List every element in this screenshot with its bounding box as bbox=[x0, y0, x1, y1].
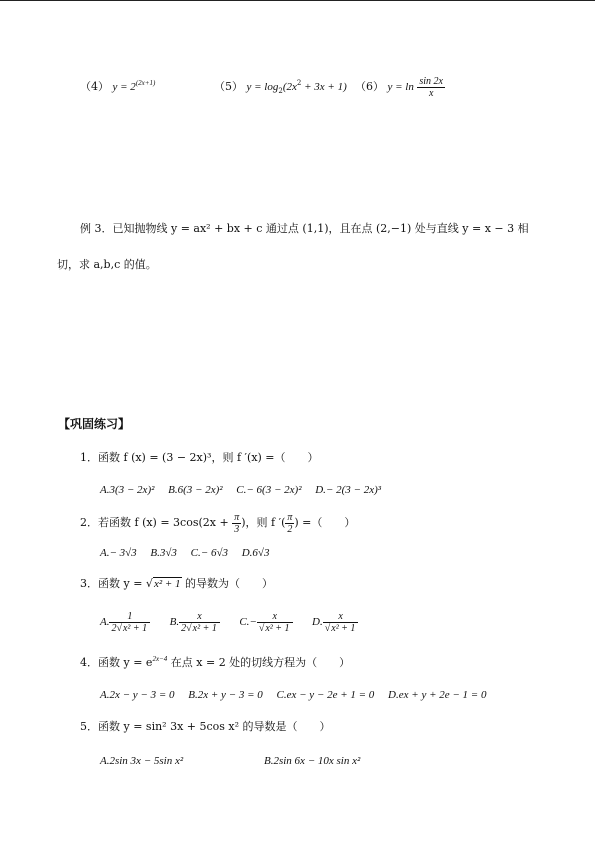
exercise-3-option-c-frac: $\frac{x}{\text{√x² + 1}}$ bbox=[257, 611, 293, 634]
exercise-2-frac-1 bbox=[232, 512, 241, 535]
exercise-4-stem bbox=[80, 656, 350, 670]
problem-6-denominator: x bbox=[428, 87, 434, 99]
exercise-3-option-b-num: x bbox=[179, 611, 220, 623]
section-title: 【巩固练习】 bbox=[58, 417, 131, 431]
problem-6-fraction bbox=[417, 76, 445, 99]
exercise-2-options: A.− 3√3 B.3√3 C.− 6√3 D.6√3 bbox=[100, 547, 270, 559]
exercise-3-stem-a: 3．函数 y = bbox=[80, 577, 146, 590]
exercise-3-option-a-num: 1 bbox=[109, 611, 150, 623]
exercise-2-frac-2-num: π bbox=[287, 511, 293, 523]
exercise-3-option-a-label: A. bbox=[100, 616, 110, 628]
exercise-3-option-a-frac: $\frac{1}{\text{2√x² + 1}}$ bbox=[109, 611, 150, 634]
problem-5-expr-b: (2x bbox=[282, 81, 297, 93]
exercise-5-stem: 5．函数 y = sin² 3x + 5cos x² 的导数是（ ） bbox=[80, 720, 331, 733]
problem-4-exponent: (2x+1) bbox=[135, 79, 156, 87]
exercise-3-option-d-label: D. bbox=[312, 616, 323, 628]
exercise-3-option-c bbox=[239, 610, 295, 634]
exercise-3-option-d bbox=[312, 610, 358, 634]
problem-6-label: （6） bbox=[355, 80, 384, 93]
problem-4-expr: y = 2 bbox=[112, 81, 136, 93]
exercise-3-option-b bbox=[169, 610, 223, 634]
exercise-2-frac-2-den: 2 bbox=[287, 523, 293, 535]
exercise-3-option-d-num: x bbox=[323, 611, 359, 623]
exercise-5-option-b: B.2sin 6x − 10x sin x² bbox=[264, 755, 361, 767]
exercise-3-option-b-den-coef: 2 bbox=[181, 622, 187, 634]
problem-4-label: （4） bbox=[80, 80, 109, 93]
exercise-3-stem: 3．函数 y = √x² + 1 的导数为（ ） bbox=[80, 577, 274, 590]
exercise-3-option-a bbox=[100, 610, 153, 634]
exercise-4-stem-b: 在点 x = 2 处的切线方程为（ ） bbox=[167, 656, 351, 669]
exercise-2-frac-1-num: π bbox=[234, 511, 240, 523]
exercise-3-radicand: x² + 1 bbox=[153, 578, 181, 590]
exercise-2-frac-1-den: 3 bbox=[234, 523, 240, 535]
problem-6-expr: y = ln bbox=[387, 81, 414, 93]
example-3-line-2: 切，求 a,b,c 的值。 bbox=[57, 258, 157, 271]
problem-5-exponent: 2 bbox=[296, 79, 302, 87]
exercise-5-option-a: A.2sin 3x − 5sin x² bbox=[100, 755, 184, 767]
problem-5-label: （5） bbox=[214, 80, 243, 93]
exercise-3-option-c-den-rad: x² + 1 bbox=[265, 622, 290, 634]
exercise-1-stem: 1．函数 f (x) = (3 − 2x)³，则 f ′(x) =（ ） bbox=[80, 451, 319, 464]
exercise-2-stem bbox=[80, 510, 355, 536]
exercise-3-option-d-frac: $\frac{x}{\text{√x² + 1}}$ bbox=[323, 611, 359, 634]
exercise-3-option-b-frac: $\frac{x}{\text{2√x² + 1}}$ bbox=[179, 611, 220, 634]
problem-6 bbox=[355, 74, 445, 100]
exercise-3-option-a-den-coef: 2 bbox=[111, 622, 117, 634]
problem-6-numerator: sin 2x bbox=[419, 75, 443, 87]
problem-5-log-base: 2 bbox=[278, 87, 283, 95]
exercise-3-stem-b: 的导数为（ ） bbox=[181, 577, 274, 590]
exercise-2-stem-a: 2．若函数 f (x) = 3cos(2x + bbox=[80, 516, 233, 529]
problem-5 bbox=[214, 80, 347, 94]
top-rule bbox=[0, 0, 595, 1]
problem-5-expr-a: y = log bbox=[246, 81, 279, 93]
exercise-1-options: A.3(3 − 2x)² B.6(3 − 2x)² C.− 6(3 − 2x)² D.− 2(3 − 2x)³ bbox=[100, 484, 382, 496]
exercise-2-stem-b: )，则 f ′( bbox=[241, 516, 286, 529]
exercise-3-option-d-den-rad: x² + 1 bbox=[331, 622, 356, 634]
problem-5-expr-c: + 3x + 1) bbox=[301, 81, 347, 93]
exercise-4-stem-a: 4．函数 y = e bbox=[80, 656, 153, 669]
exercise-4-options: A.2x − y − 3 = 0 B.2x + y − 3 = 0 C.ex − y − 2e + 1 = 0 D.ex + y + 2e − 1 = 0 bbox=[100, 689, 487, 701]
exercise-3-options bbox=[100, 607, 358, 637]
exercise-3-option-b-den-rad: x² + 1 bbox=[192, 622, 217, 634]
example-3-line-1: 例 3．已知抛物线 y = ax² + bx + c 通过点 (1,1)，且在点 (2,−1) 处与直线 y = x − 3 相 bbox=[80, 222, 529, 235]
exercise-3-option-c-label: C.− bbox=[239, 616, 257, 628]
exercise-3-option-c-num: x bbox=[257, 611, 293, 623]
exercise-3-option-b-label: B. bbox=[169, 616, 180, 628]
exercise-2-stem-c: ) =（ ） bbox=[294, 516, 356, 529]
exercise-4-exponent: 2x−4 bbox=[152, 655, 168, 663]
exercise-3-option-a-den-rad: x² + 1 bbox=[122, 622, 148, 634]
problem-4 bbox=[80, 80, 155, 94]
